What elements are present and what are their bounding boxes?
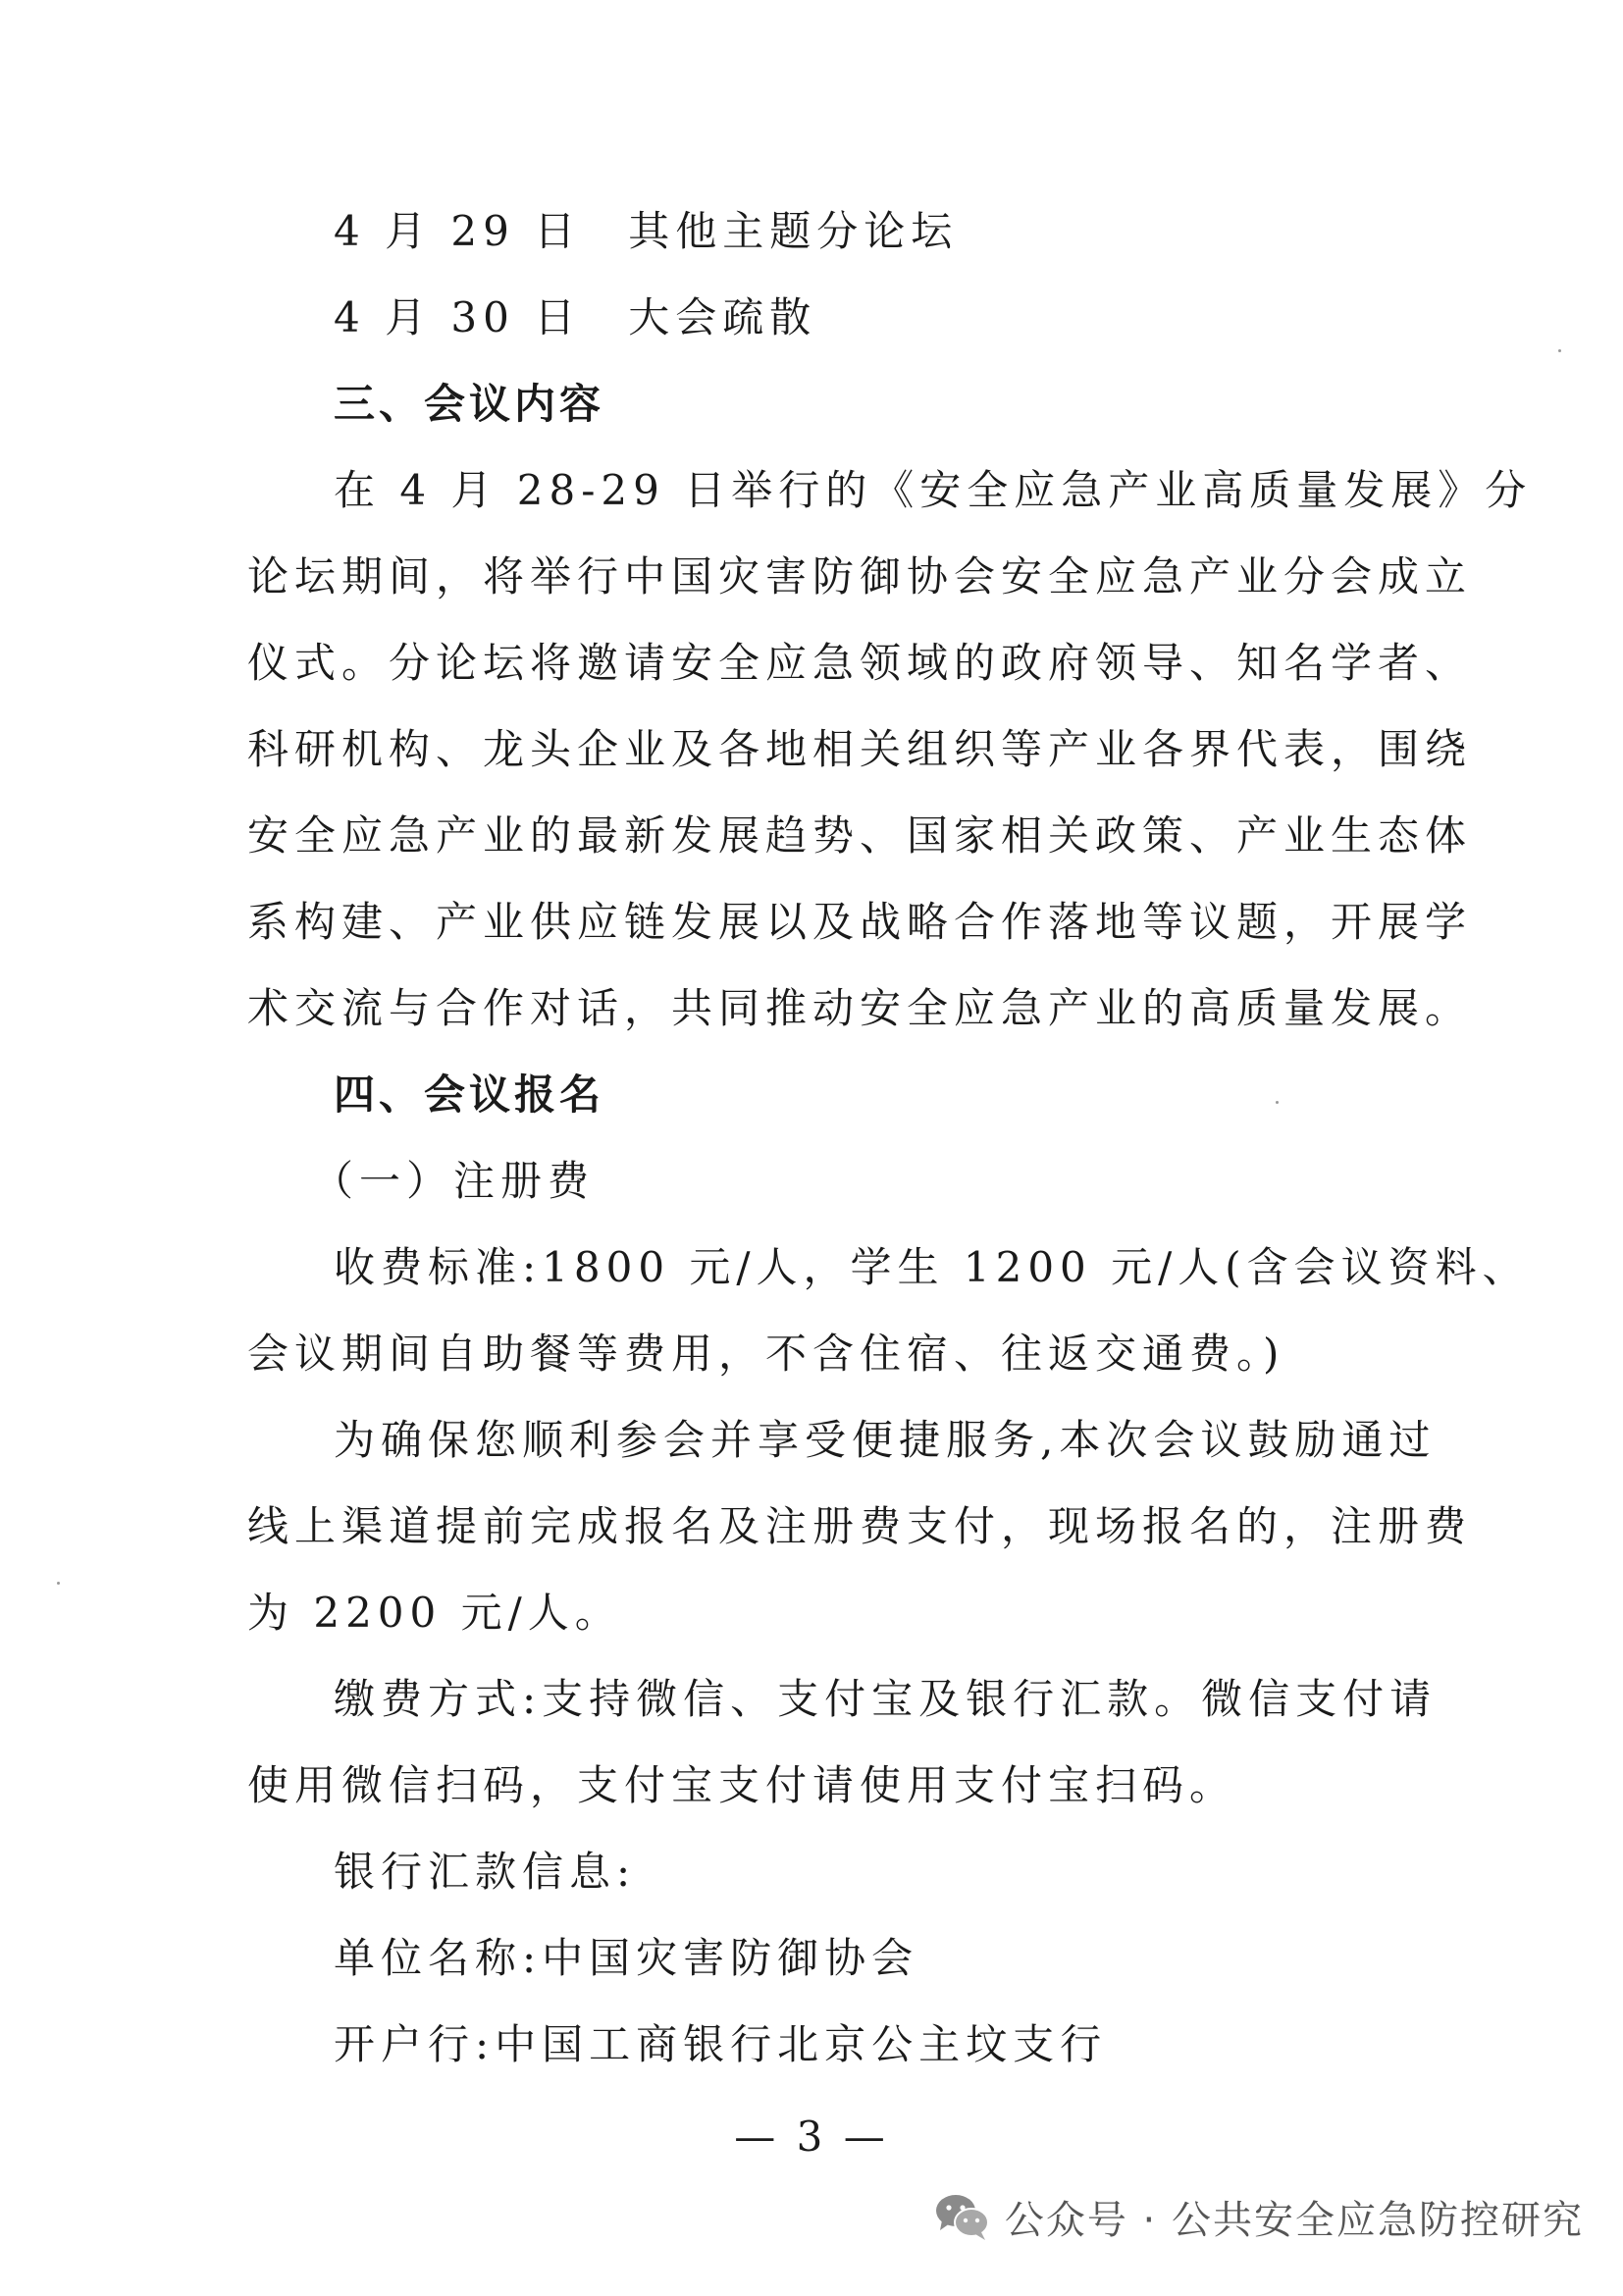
paragraph-line: 论坛期间，将举行中国灾害防御协会安全应急产业分会成立 bbox=[247, 552, 1473, 600]
paragraph-line: 为确保您顺利参会并享受便捷服务,本次会议鼓励通过 bbox=[334, 1416, 1437, 1464]
paragraph-line: 为 2200 元/人。 bbox=[247, 1589, 622, 1637]
scan-speck bbox=[57, 1582, 60, 1585]
scan-speck bbox=[1558, 349, 1561, 352]
paragraph-line: 安全应急产业的最新发展趋势、国家相关政策、产业生态体 bbox=[247, 811, 1473, 860]
bank-info-label: 银行汇款信息: bbox=[334, 1848, 637, 1896]
bank-account-name: 单位名称:中国灾害防御协会 bbox=[334, 1934, 919, 1982]
watermark bbox=[932, 2182, 1584, 2251]
paragraph-line: 术交流与合作对话，共同推动安全应急产业的高质量发展。 bbox=[247, 984, 1473, 1032]
bank-branch: 开户行:中国工商银行北京公主坟支行 bbox=[334, 2020, 1108, 2068]
paragraph-line: 收费标准:1800 元/人，学生 1200 元/人(含会议资料、 bbox=[334, 1243, 1530, 1291]
paragraph-line: 线上渠道提前完成报名及注册费支付，现场报名的，注册费 bbox=[247, 1502, 1473, 1550]
paragraph-line: 系构建、产业供应链发展以及战略合作落地等议题，开展学 bbox=[247, 898, 1473, 946]
paragraph-line: 缴费方式:支持微信、支付宝及银行汇款。微信支付请 bbox=[334, 1675, 1438, 1723]
paragraph-line: 使用微信扫码，支付宝支付请使用支付宝扫码。 bbox=[247, 1761, 1237, 1809]
watermark-text: 公众号 · 公共安全应急防控研究 bbox=[1004, 2197, 1584, 2243]
paragraph-line: 会议期间自助餐等费用，不含住宿、往返交通费。) bbox=[247, 1330, 1285, 1378]
wechat-icon bbox=[932, 2191, 991, 2242]
page-number: — 3 — bbox=[734, 2113, 889, 2161]
schedule-apr-29: 4 月 29 日 其他主题分论坛 bbox=[334, 207, 959, 255]
subsection-heading-fee: （一）注册费 bbox=[312, 1157, 596, 1205]
paragraph-line: 科研机构、龙头企业及各地相关组织等产业各界代表，围绕 bbox=[247, 725, 1473, 773]
paragraph-line: 在 4 月 28-29 日举行的《安全应急产业高质量发展》分 bbox=[334, 466, 1533, 514]
paragraph-line: 仪式。分论坛将邀请安全应急领域的政府领导、知名学者、 bbox=[247, 639, 1473, 687]
section-heading-registration: 四、会议报名 bbox=[334, 1070, 605, 1119]
section-heading-meeting-content: 三、会议内容 bbox=[334, 380, 605, 428]
schedule-apr-30: 4 月 30 日 大会疏散 bbox=[334, 293, 817, 341]
scan-speck bbox=[1276, 1101, 1279, 1104]
